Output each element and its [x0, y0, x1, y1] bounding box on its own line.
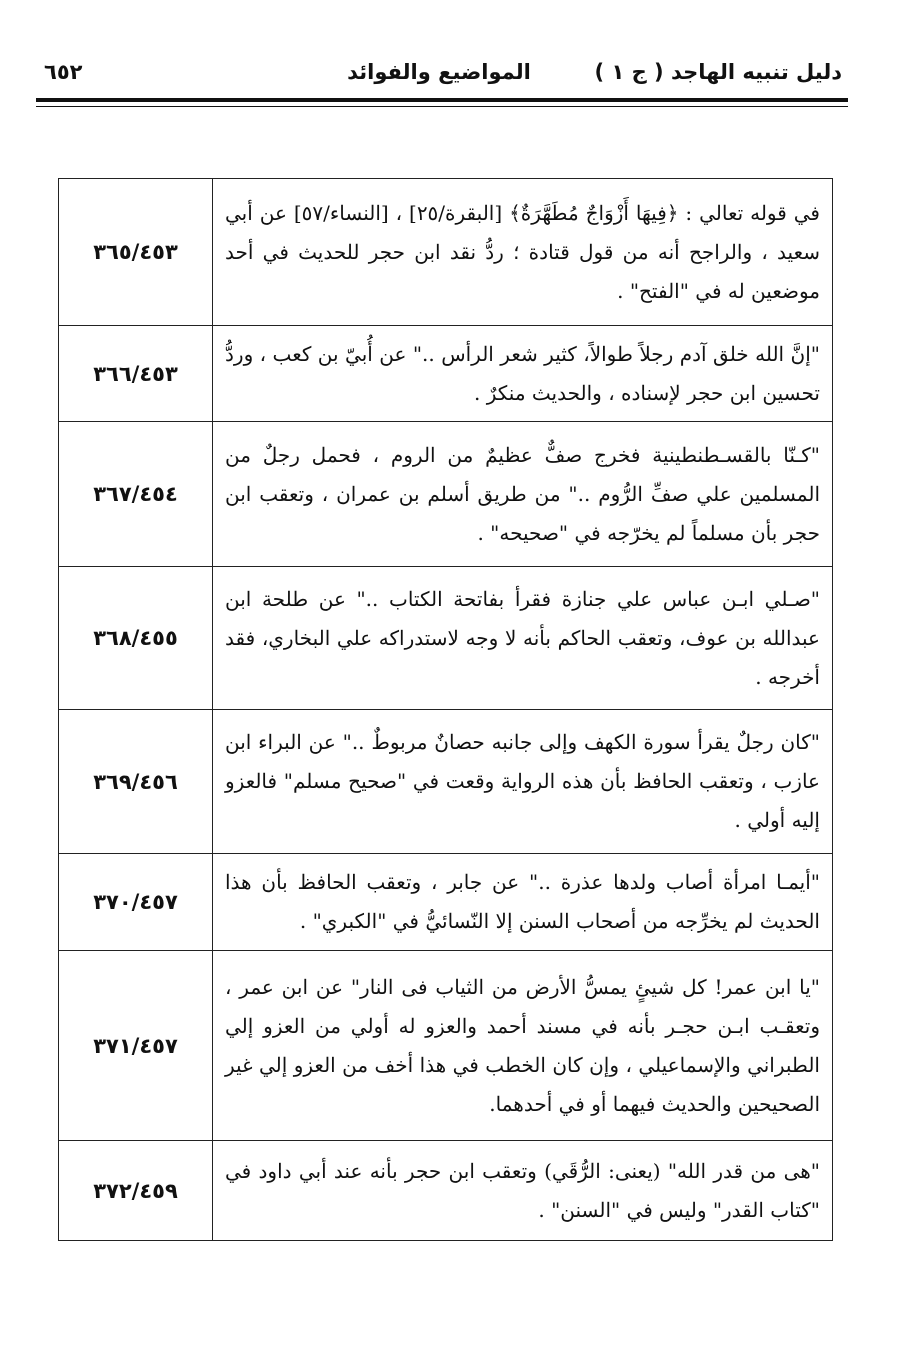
entry-reference: ٣٧٢/٤٥٩	[59, 1141, 213, 1241]
page-number: ٦٥٢	[44, 60, 83, 84]
entry-reference: ٣٦٨/٤٥٥	[59, 567, 213, 710]
table-row	[59, 951, 833, 1141]
table-row	[59, 710, 833, 854]
entry-reference: ٣٦٦/٤٥٣	[59, 326, 213, 422]
table-row	[59, 567, 833, 710]
page-header	[36, 56, 842, 92]
entry-text: "كـنّا بالقسـطنطينية فخرج صفٌّ عظيمٌ من الروم ، فحمل رجلٌ من المسلمين علي صفِّ الرُّوم .." من طريق أسلم بن عمران ، وتعقب ابن حجر بأن مسلماً لم يخرّجه في "صحيحه" .	[213, 422, 833, 567]
entry-reference: ٣٦٥/٤٥٣	[59, 179, 213, 326]
table-row	[59, 1141, 833, 1241]
table-row	[59, 179, 833, 326]
entry-text: "يا ابن عمر! كل شيئٍ يمسُّ الأرض من الثياب فى النار" عن ابن عمر ، وتعقـب ابـن حجـر بأنه في مسند أحمد والعزو له أولي من العزو إلي الطبراني والإسماعيلي ، وإن كان الخطب في هذا أخف من العزو إلي غير الصحيحين والحديث فيهما أو في أحدهما.	[213, 951, 833, 1141]
entry-reference: ٣٦٧/٤٥٤	[59, 422, 213, 567]
running-section-title: المواضيع والفوائد	[347, 60, 531, 84]
entry-text: "أيمـا امرأة أصاب ولدها عذرة .." عن جابر ، وتعقب الحافظ بأن هذا الحديث لم يخرِّجه من أصحاب السنن إلا النّسائيُّ في "الكبري" .	[213, 854, 833, 951]
index-table	[58, 178, 833, 1241]
entry-text: "إنَّ الله خلق آدم رجلاً طوالاً، كثير شعر الرأس .." عن أُبيّ بن كعب ، وردُّ تحسين ابن حجر لإسناده ، والحديث منكرٌ .	[213, 326, 833, 422]
entry-reference: ٣٦٩/٤٥٦	[59, 710, 213, 854]
entry-reference: ٣٧٠/٤٥٧	[59, 854, 213, 951]
header-rule-thick	[36, 98, 848, 102]
entry-text: "هى من قدر الله" (يعنى: الرُّقَي) وتعقب ابن حجر بأنه عند أبي داود في "كتاب القدر" وليس في "السنن" .	[213, 1141, 833, 1241]
header-rule-thin	[36, 106, 848, 107]
table-row	[59, 854, 833, 951]
running-book-title: دليل تنبيه الهاجد ( ج ١ )	[594, 60, 842, 84]
entry-text: "صـلي ابـن عباس علي جنازة فقرأ بفاتحة الكتاب .." عن طلحة ابن عبدالله بن عوف، وتعقب الحاكم بأنه لا وجه لاستدراكه علي البخاري، فقد أخرجه .	[213, 567, 833, 710]
entry-text: "كان رجلٌ يقرأ سورة الكهف وإلى جانبه حصانٌ مربوطٌ .." عن البراء ابن عازب ، وتعقب الحافظ بأن هذه الرواية وقعت في "صحيح مسلم" فالعزو إليه أولي .	[213, 710, 833, 854]
entry-reference: ٣٧١/٤٥٧	[59, 951, 213, 1141]
table-row	[59, 326, 833, 422]
entry-text: في قوله تعالي : ﴿فِيهَا أَزْوَاجٌ مُطَهَّرَةٌ﴾ [البقرة/٢٥] ، [النساء/٥٧] عن أبي سعيد ، والراجح أنه من قول قتادة ؛ ردُّ نقد ابن حجر للحديث في أحد موضعين له في "الفتح" .	[213, 179, 833, 326]
table-row	[59, 422, 833, 567]
